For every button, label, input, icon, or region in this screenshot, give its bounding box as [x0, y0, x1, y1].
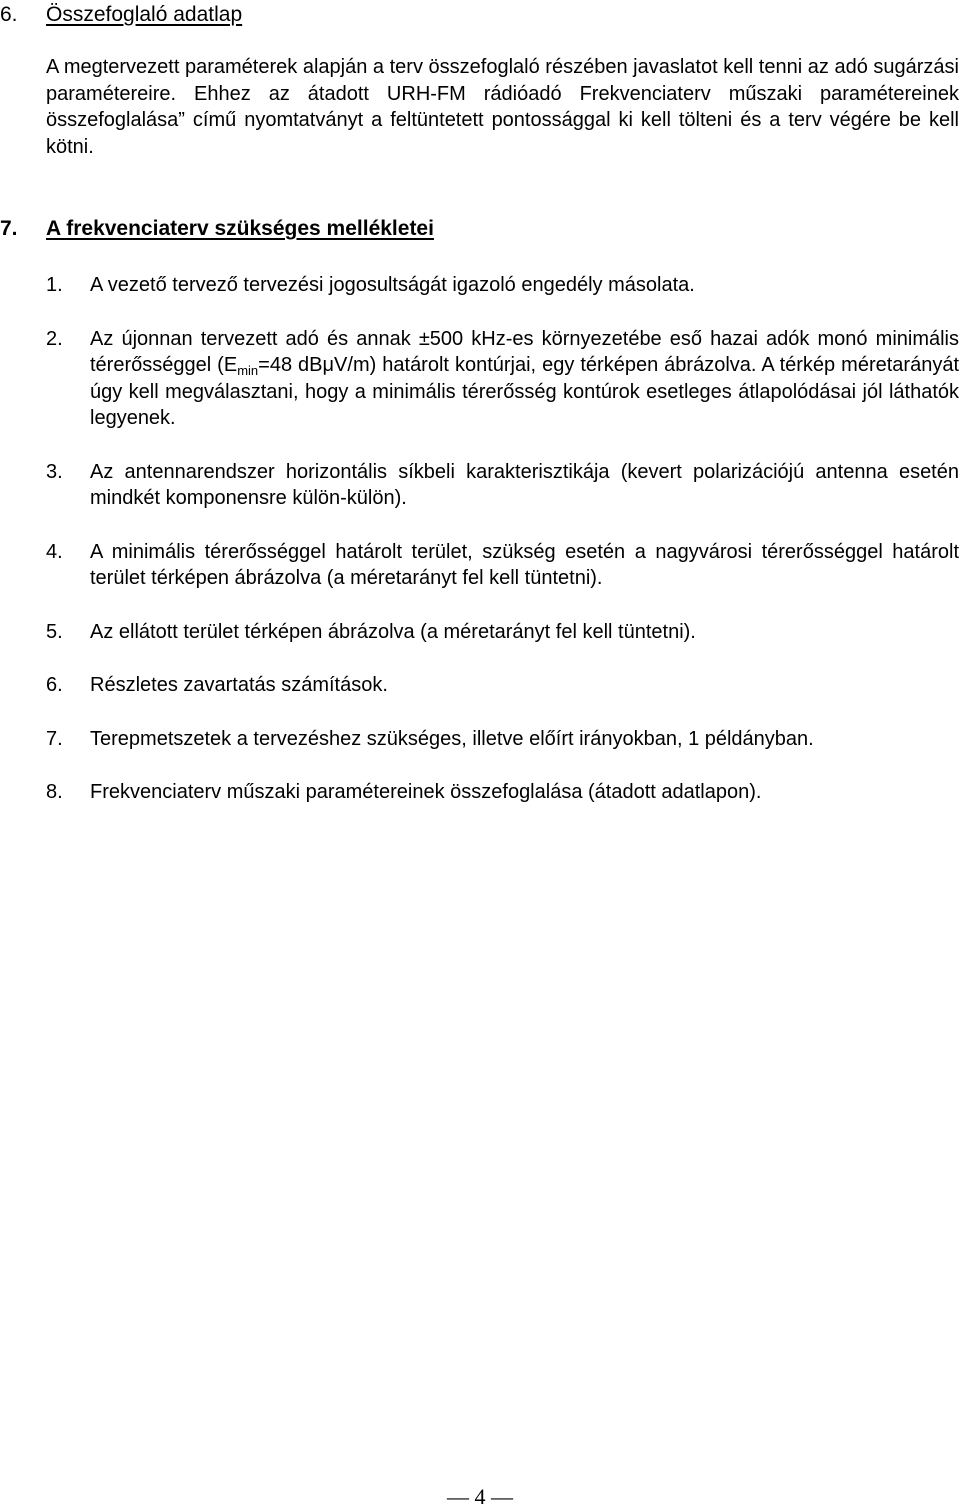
- list-item-text: Az antennarendszer horizontális síkbeli karakterisztikája (kevert polarizációjú antenna esetén mindkét komponensre külön-külön).: [90, 460, 959, 509]
- section-6-number: 6.: [0, 3, 18, 26]
- list-item-text: A vezető tervező tervezési jogosultságát igazoló engedély másolata.: [90, 274, 695, 296]
- list-item: [46, 619, 959, 646]
- list-item-number: 4.: [46, 540, 63, 563]
- section-6-heading: [0, 1, 242, 29]
- list-item-number: 5.: [46, 620, 63, 643]
- list-item-number: 6.: [46, 674, 63, 696]
- list-item-text: Részletes zavartatás számítások.: [90, 674, 388, 696]
- list-item: [46, 272, 959, 299]
- list-item-number: 2.: [46, 327, 63, 350]
- list-item-text-before: Az újonnan tervezett adó és annak ±500 kHz-es környezetébe eső hazai adók monó minimális térerősséggel (E: [90, 327, 959, 376]
- list-item: [46, 779, 959, 806]
- list-item: [46, 539, 959, 592]
- section-7-number: 7.: [0, 217, 18, 240]
- section-7-heading: [0, 215, 434, 243]
- list-item-text: Terepmetszetek a tervezéshez szükséges, illetve előírt irányokban, 1 példányban.: [90, 727, 814, 750]
- list-item-number: 1.: [46, 274, 63, 296]
- list-item-number: 3.: [46, 460, 63, 483]
- list-item: [46, 326, 959, 432]
- list-item: [46, 726, 959, 753]
- subscript-min: min: [237, 363, 259, 378]
- list-item-number: 8.: [46, 781, 63, 803]
- list-item-text: A minimális térerősséggel határolt terület, szükség esetén a nagyvárosi térerősséggel határolt terület térképen ábrázolva (a méretarányt fel kell tüntetni).: [90, 540, 959, 589]
- list-item-number: 7.: [46, 727, 63, 750]
- list-item-text: [90, 326, 959, 432]
- list-item-text: Frekvenciaterv műszaki paramétereinek összefoglalása (átadott adatlapon).: [90, 781, 762, 803]
- list-item: [46, 459, 959, 512]
- list-item: [46, 672, 959, 699]
- section-6-title: Összefoglaló adatlap: [46, 3, 243, 26]
- page-number: — 4 —: [447, 1484, 513, 1509]
- section-6-paragraph: A megtervezett paraméterek alapján a terv összefoglaló részében javaslatot kell tenni az adó sugárzási paramétereire. Ehhez az átadott URH-FM rádióadó Frekvenciaterv műszaki paramétereinek összefoglalása” című nyomtatványt a feltüntetett pontossággal ki kell tölteni és a terv végére be kell kötni.: [46, 56, 959, 158]
- attachments-list: [46, 272, 959, 833]
- list-item-text: Az ellátott terület térképen ábrázolva (a méretarányt fel kell tüntetni).: [90, 620, 696, 643]
- list-item-text-after: =48 dBμV/m) határolt kontúrjai, egy térképen ábrázolva. A térkép méretarányát úgy kell megválasztani, hogy a minimális térerősség kontúrok esetleges átlapolódásai jól láthatók legyenek.: [90, 354, 959, 429]
- section-7-title: A frekvenciaterv szükséges mellékletei: [46, 217, 434, 240]
